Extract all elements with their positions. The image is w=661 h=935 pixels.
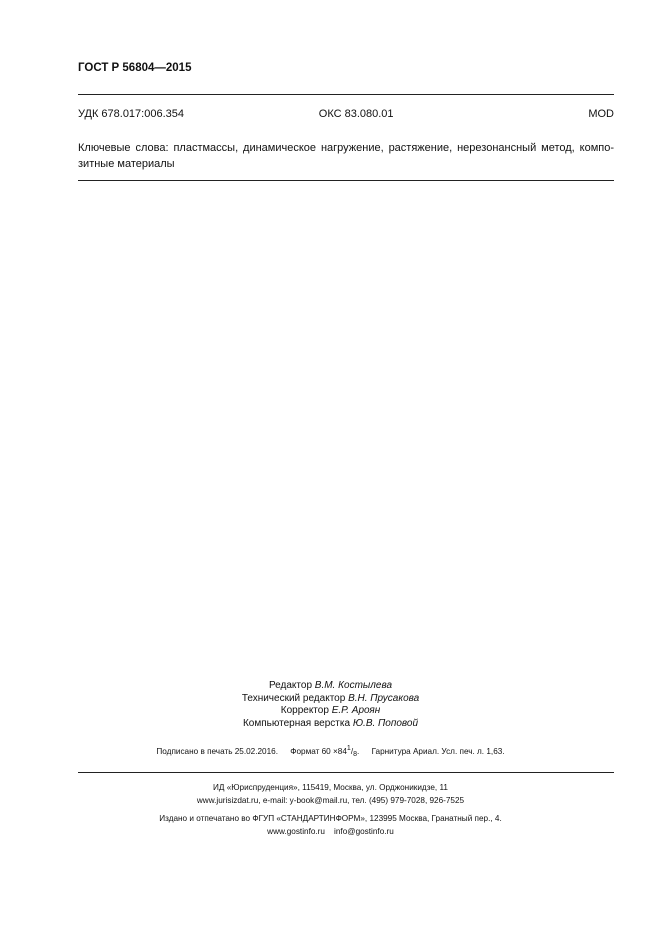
format-suffix: . [357,747,360,756]
format-denominator: 8 [353,751,357,758]
tech-editor-label: Технический редактор [241,692,346,704]
corrector-line [0,705,661,718]
publisher-line-2: www.jurisizdat.ru, e-mail: y-book@mail.ru, тел. (495) 979-7028, 926-7525 [196,795,465,805]
publisher-line-4: www.gostinfo.ru info@gostinfo.ru [267,826,394,836]
divider-keywords [78,180,614,181]
tech-editor-line [0,693,661,706]
layout-name: Ю.В. Поповой [352,717,419,729]
divider-bottom [78,772,614,773]
layout-label: Компьютерная верстка [242,717,351,729]
standard-code: ГОСТ Р 56804—2015 [78,62,192,74]
keywords-text: Ключевые слова: пластмассы, динамическое нагружение, растяжение, нерезонансный метод, компо-зитные материалы [78,142,614,170]
format-numerator: 1 [346,745,351,752]
corrector-name: Е.Р. Ароян [331,705,381,716]
print-info-line [0,745,661,758]
publisher-line-3: Издано и отпечатано во ФГУП «СТАНДАРТИНФОРМ», 123995 Москва, Гранатный пер., 4. [159,814,502,823]
signed-date: Подписано в печать 25.02.2016. [156,747,278,756]
publisher-line-1: ИД «Юриспруденция», 115419, Москва, ул. Орджоникидзе, 11 [213,783,448,792]
editor-line [0,680,661,693]
mod-label: MOD [588,108,614,120]
paper-format: Формат $60 \times 84^1/_8$. [290,745,360,758]
layout-line [0,718,661,731]
tech-editor-name: В.Н. Прусакова [348,692,420,704]
oks-code: ОКС 83.080.01 [318,108,394,120]
corrector-label: Корректор [280,705,329,716]
classification-row [78,108,614,120]
font-info: Гарнитура Ариал. Усл. печ. л. 1,63. [371,747,505,756]
editor-name: В.М. Костылева [314,680,393,691]
publisher-block-2 [0,813,661,838]
credits-block [0,680,661,730]
format-prefix: Формат 60 ×84 [290,747,347,756]
udk-code: УДК 678.017:006.354 [78,108,184,120]
editor-label: Редактор [268,680,312,691]
publisher-block-1 [0,782,661,807]
divider-top [78,94,614,95]
